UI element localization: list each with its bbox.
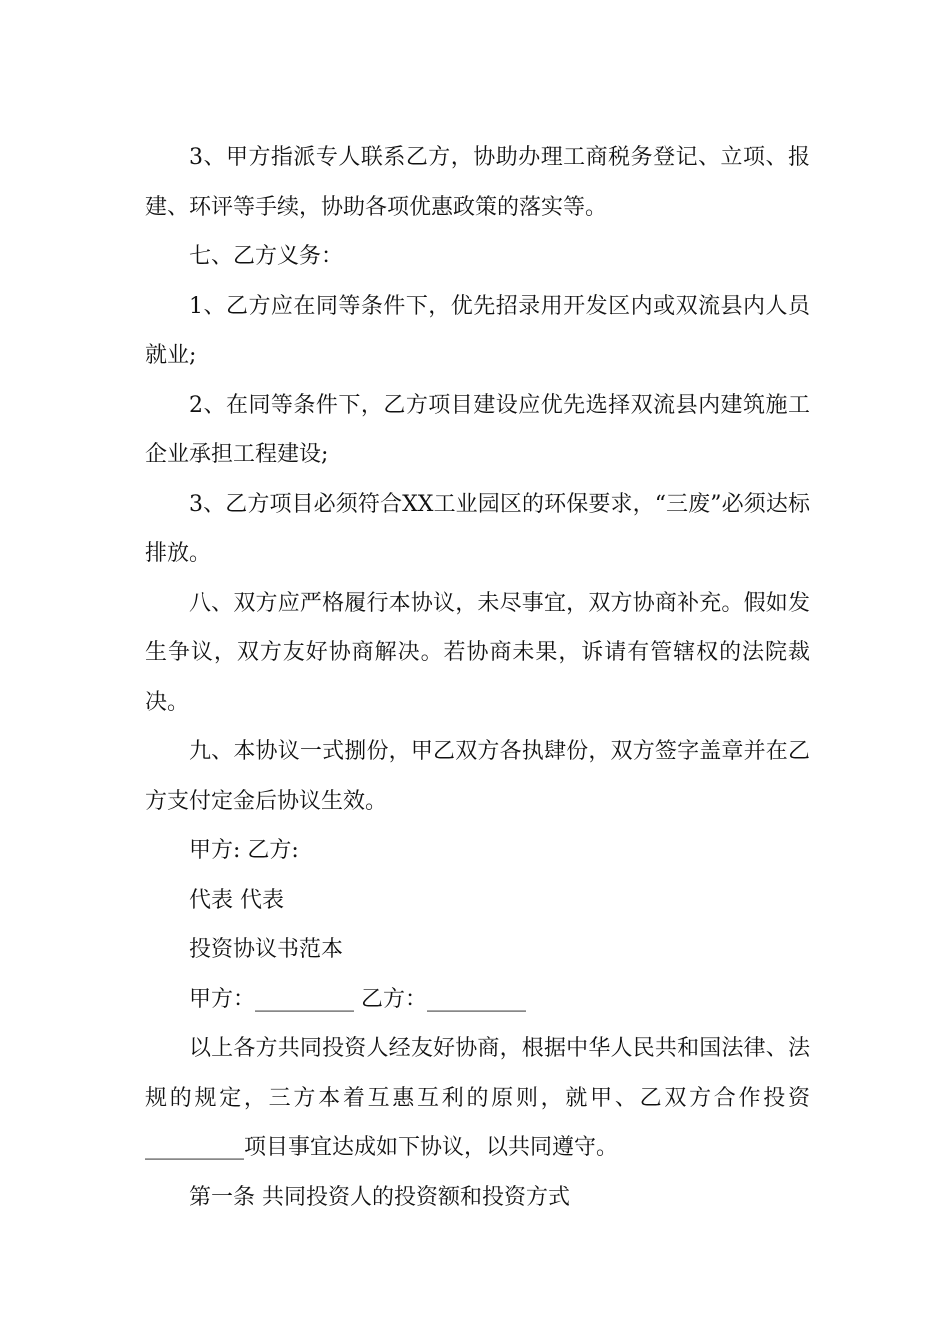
paragraph-clause-3-party-a: 3、甲方指派专人联系乙方，协助办理工商税务登记、立项、报建、环评等手续，协助各项优惠政策的落实等。 [145,145,810,220]
heading-article-1: 第一条 共同投资人的投资额和投资方式 [189,1184,570,1210]
parties-blank-line: 甲方：_________ 乙方：_________ [189,986,526,1012]
paragraph-clause-2-construction: 2、在同等条件下，乙方项目建设应优先选择双流县内建筑施工企业承担工程建设; [145,392,810,467]
document-body [145,133,810,1222]
paragraph-preamble: 以上各方共同投资人经友好协商，根据中华人民共和国法律、法规的规定，三方本着互惠互利的原则，就甲、乙双方合作投资_________项目事宜达成如下协议，以共同遵守。 [145,1036,810,1160]
paragraph-article-9-copies: 九、本协议一式捌份，甲乙双方各执肆份，双方签字盖章并在乙方支付定金后协议生效。 [145,739,810,814]
document-subtitle: 投资协议书范本 [189,937,344,962]
heading-party-b-obligations: 七、乙方义务： [189,244,344,269]
paragraph-clause-1-employment: 1、乙方应在同等条件下，优先招录用开发区内或双流县内人员就业; [145,293,810,368]
signature-representatives-line: 代表 代表 [189,887,284,913]
signature-parties-line: 甲方: 乙方: [189,838,299,863]
paragraph-article-8-disputes: 八、双方应严格履行本协议，未尽事宜，双方协商补充。假如发生争议，双方友好协商解决。若协商未果，诉请有管辖权的法院裁决。 [145,590,810,715]
paragraph-clause-3-environment: 3、乙方项目必须符合XX工业园区的环保要求，“三废”必须达标排放。 [145,491,810,566]
